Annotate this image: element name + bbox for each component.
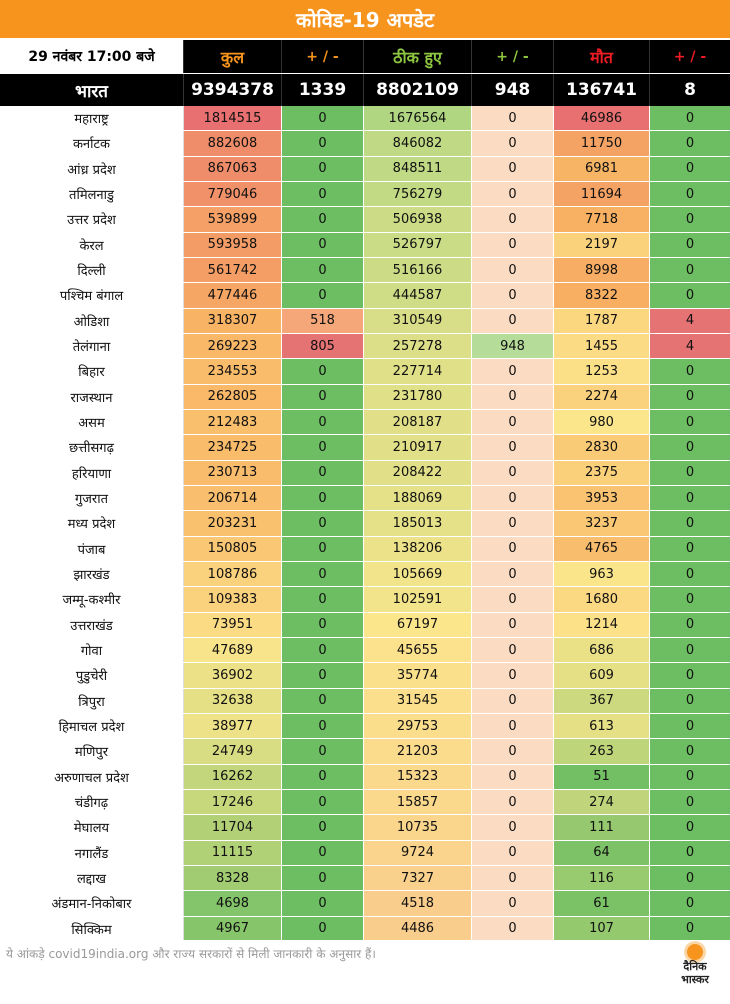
state-table-body	[0, 106, 730, 942]
state-delta-recovered: 0	[472, 486, 554, 510]
state-deaths: 2197	[554, 233, 650, 257]
state-delta-total: 0	[282, 714, 364, 738]
state-recovered: 185013	[364, 511, 472, 535]
footer	[0, 940, 730, 1004]
state-total: 36902	[184, 663, 282, 687]
state-name: अरुणाचल प्रदेश	[0, 765, 184, 789]
state-name: तमिलनाडु	[0, 182, 184, 206]
state-total: 4698	[184, 891, 282, 915]
state-total: 150805	[184, 537, 282, 561]
state-total: 882608	[184, 131, 282, 155]
state-delta-deaths: 0	[650, 663, 730, 687]
state-deaths: 64	[554, 841, 650, 865]
state-delta-total: 518	[282, 309, 364, 333]
state-recovered: 35774	[364, 663, 472, 687]
state-delta-recovered: 948	[472, 334, 554, 358]
state-delta-total: 0	[282, 106, 364, 130]
state-delta-deaths: 0	[650, 638, 730, 662]
state-delta-total: 0	[282, 410, 364, 434]
logo-line1: दैनिक	[683, 960, 707, 973]
state-delta-deaths: 0	[650, 917, 730, 941]
state-delta-recovered: 0	[472, 613, 554, 637]
state-total: 1814515	[184, 106, 282, 130]
state-recovered: 15857	[364, 790, 472, 814]
state-deaths: 963	[554, 562, 650, 586]
state-name: मणिपुर	[0, 739, 184, 763]
state-delta-deaths: 0	[650, 486, 730, 510]
header-delta-deaths: + / -	[673, 48, 707, 65]
state-deaths: 263	[554, 739, 650, 763]
state-name: आंध्र प्रदेश	[0, 157, 184, 181]
table-row	[0, 435, 730, 460]
state-name: अंडमान-निकोबार	[0, 891, 184, 915]
state-delta-total: 0	[282, 891, 364, 915]
page-title: कोविड-19 अपडेट	[295, 7, 435, 32]
state-total: 203231	[184, 511, 282, 535]
state-deaths: 2274	[554, 385, 650, 409]
state-delta-total: 0	[282, 131, 364, 155]
state-delta-deaths: 0	[650, 131, 730, 155]
state-deaths: 3953	[554, 486, 650, 510]
state-total: 867063	[184, 157, 282, 181]
state-delta-total: 0	[282, 157, 364, 181]
state-recovered: 208187	[364, 410, 472, 434]
state-delta-total: 0	[282, 613, 364, 637]
national-delta-total: 1339	[282, 74, 364, 106]
state-delta-deaths: 0	[650, 891, 730, 915]
table-row	[0, 739, 730, 764]
state-delta-deaths: 0	[650, 182, 730, 206]
state-recovered: 1676564	[364, 106, 472, 130]
state-name: नगालैंड	[0, 841, 184, 865]
state-recovered: 208422	[364, 461, 472, 485]
state-deaths: 1455	[554, 334, 650, 358]
state-deaths: 1214	[554, 613, 650, 637]
state-recovered: 67197	[364, 613, 472, 637]
state-recovered: 227714	[364, 359, 472, 383]
state-delta-total: 0	[282, 765, 364, 789]
table-row	[0, 258, 730, 283]
state-delta-deaths: 0	[650, 866, 730, 890]
state-delta-total: 0	[282, 841, 364, 865]
state-total: 73951	[184, 613, 282, 637]
state-delta-deaths: 0	[650, 841, 730, 865]
state-delta-recovered: 0	[472, 587, 554, 611]
state-delta-deaths: 4	[650, 334, 730, 358]
state-delta-recovered: 0	[472, 233, 554, 257]
state-total: 17246	[184, 790, 282, 814]
table-row	[0, 613, 730, 638]
state-name: त्रिपुरा	[0, 689, 184, 713]
state-recovered: 102591	[364, 587, 472, 611]
state-name: जम्मू-कश्मीर	[0, 587, 184, 611]
state-recovered: 105669	[364, 562, 472, 586]
state-delta-total: 0	[282, 587, 364, 611]
state-delta-recovered: 0	[472, 841, 554, 865]
table-row	[0, 663, 730, 688]
state-total: 318307	[184, 309, 282, 333]
sun-icon	[687, 944, 703, 960]
state-total: 779046	[184, 182, 282, 206]
state-deaths: 8322	[554, 283, 650, 307]
state-deaths: 274	[554, 790, 650, 814]
state-delta-recovered: 0	[472, 131, 554, 155]
national-total: 9394378	[184, 74, 282, 106]
state-total: 234553	[184, 359, 282, 383]
state-deaths: 980	[554, 410, 650, 434]
state-deaths: 8998	[554, 258, 650, 282]
state-delta-recovered: 0	[472, 258, 554, 282]
table-row	[0, 410, 730, 435]
state-name: बिहार	[0, 359, 184, 383]
state-recovered: 21203	[364, 739, 472, 763]
state-total: 11704	[184, 815, 282, 839]
state-delta-total: 0	[282, 663, 364, 687]
state-delta-recovered: 0	[472, 435, 554, 459]
table-row	[0, 511, 730, 536]
state-delta-total: 0	[282, 359, 364, 383]
table-row	[0, 537, 730, 562]
table-row	[0, 207, 730, 232]
table-row	[0, 131, 730, 156]
state-recovered: 31545	[364, 689, 472, 713]
state-deaths: 609	[554, 663, 650, 687]
state-delta-recovered: 0	[472, 663, 554, 687]
state-delta-total: 0	[282, 815, 364, 839]
state-name: महाराष्ट्र	[0, 106, 184, 130]
state-recovered: 310549	[364, 309, 472, 333]
state-total: 477446	[184, 283, 282, 307]
state-delta-recovered: 0	[472, 182, 554, 206]
state-name: पंजाब	[0, 537, 184, 561]
state-recovered: 210917	[364, 435, 472, 459]
state-recovered: 188069	[364, 486, 472, 510]
state-delta-deaths: 0	[650, 385, 730, 409]
table-row	[0, 917, 730, 942]
state-delta-deaths: 0	[650, 790, 730, 814]
state-name: तेलंगाना	[0, 334, 184, 358]
state-name: दिल्ली	[0, 258, 184, 282]
table-header	[0, 40, 730, 73]
state-deaths: 2375	[554, 461, 650, 485]
state-deaths: 367	[554, 689, 650, 713]
header-total: कुल	[184, 40, 282, 73]
state-recovered: 756279	[364, 182, 472, 206]
state-total: 11115	[184, 841, 282, 865]
state-delta-deaths: 0	[650, 157, 730, 181]
state-recovered: 526797	[364, 233, 472, 257]
state-name: गुजरात	[0, 486, 184, 510]
state-deaths: 111	[554, 815, 650, 839]
state-total: 32638	[184, 689, 282, 713]
state-name: ओडिशा	[0, 309, 184, 333]
state-recovered: 516166	[364, 258, 472, 282]
state-total: 4967	[184, 917, 282, 941]
state-delta-recovered: 0	[472, 461, 554, 485]
state-total: 269223	[184, 334, 282, 358]
table-row	[0, 334, 730, 359]
state-total: 8328	[184, 866, 282, 890]
state-delta-deaths: 0	[650, 537, 730, 561]
state-recovered: 138206	[364, 537, 472, 561]
state-name: राजस्थान	[0, 385, 184, 409]
header-recovered: ठीक हुए	[364, 40, 472, 73]
state-delta-recovered: 0	[472, 106, 554, 130]
state-delta-total: 0	[282, 486, 364, 510]
state-total: 38977	[184, 714, 282, 738]
state-delta-deaths: 0	[650, 587, 730, 611]
table-row	[0, 638, 730, 663]
table-row	[0, 106, 730, 131]
state-delta-total: 0	[282, 917, 364, 941]
state-recovered: 506938	[364, 207, 472, 231]
state-name: कर्नाटक	[0, 131, 184, 155]
state-name: सिक्किम	[0, 917, 184, 941]
state-deaths: 7718	[554, 207, 650, 231]
state-deaths: 1253	[554, 359, 650, 383]
state-recovered: 231780	[364, 385, 472, 409]
state-delta-deaths: 0	[650, 511, 730, 535]
state-delta-deaths: 0	[650, 739, 730, 763]
state-total: 561742	[184, 258, 282, 282]
state-delta-deaths: 0	[650, 435, 730, 459]
state-name: छत्तीसगढ़	[0, 435, 184, 459]
state-delta-total: 0	[282, 866, 364, 890]
state-recovered: 7327	[364, 866, 472, 890]
dainik-bhaskar-logo	[668, 944, 722, 1000]
logo-line2: भास्कर	[681, 973, 709, 986]
state-deaths: 1680	[554, 587, 650, 611]
table-row	[0, 587, 730, 612]
state-delta-deaths: 0	[650, 258, 730, 282]
state-delta-recovered: 0	[472, 689, 554, 713]
state-deaths: 2830	[554, 435, 650, 459]
national-delta-deaths: 8	[684, 80, 696, 100]
table-row	[0, 689, 730, 714]
state-total: 47689	[184, 638, 282, 662]
state-delta-recovered: 0	[472, 739, 554, 763]
state-total: 206714	[184, 486, 282, 510]
national-recovered: 8802109	[364, 74, 472, 106]
state-deaths: 46986	[554, 106, 650, 130]
table-row	[0, 385, 730, 410]
state-delta-recovered: 0	[472, 537, 554, 561]
state-delta-total: 0	[282, 790, 364, 814]
state-recovered: 257278	[364, 334, 472, 358]
state-total: 212483	[184, 410, 282, 434]
national-deaths: 136741	[554, 74, 650, 106]
state-total: 539899	[184, 207, 282, 231]
table-row	[0, 562, 730, 587]
table-row	[0, 815, 730, 840]
state-recovered: 9724	[364, 841, 472, 865]
state-deaths: 11694	[554, 182, 650, 206]
state-delta-deaths: 0	[650, 714, 730, 738]
table-row	[0, 765, 730, 790]
state-name: हिमाचल प्रदेश	[0, 714, 184, 738]
header-deaths: मौत	[554, 40, 650, 73]
state-delta-recovered: 0	[472, 714, 554, 738]
state-recovered: 444587	[364, 283, 472, 307]
state-name: हरियाणा	[0, 461, 184, 485]
state-delta-total: 0	[282, 385, 364, 409]
state-recovered: 15323	[364, 765, 472, 789]
state-recovered: 10735	[364, 815, 472, 839]
state-delta-recovered: 0	[472, 359, 554, 383]
table-row	[0, 714, 730, 739]
state-total: 16262	[184, 765, 282, 789]
table-row	[0, 359, 730, 384]
state-recovered: 848511	[364, 157, 472, 181]
state-delta-deaths: 0	[650, 106, 730, 130]
source-note: ये आंकड़े covid19india.org और राज्य सरकारों से मिली जानकारी के अनुसार हैं।	[6, 947, 376, 961]
state-delta-deaths: 0	[650, 410, 730, 434]
state-name: उत्तराखंड	[0, 613, 184, 637]
state-deaths: 4765	[554, 537, 650, 561]
state-delta-recovered: 0	[472, 410, 554, 434]
state-delta-deaths: 0	[650, 815, 730, 839]
state-delta-recovered: 0	[472, 157, 554, 181]
state-delta-total: 0	[282, 537, 364, 561]
table-row	[0, 309, 730, 334]
state-delta-total: 0	[282, 182, 364, 206]
state-name: केरल	[0, 233, 184, 257]
state-delta-recovered: 0	[472, 765, 554, 789]
state-name: मेघालय	[0, 815, 184, 839]
state-delta-recovered: 0	[472, 511, 554, 535]
state-delta-total: 0	[282, 638, 364, 662]
state-delta-deaths: 0	[650, 359, 730, 383]
header-date: 29 नवंबर 17:00 बजे	[0, 40, 184, 73]
state-deaths: 11750	[554, 131, 650, 155]
state-delta-recovered: 0	[472, 562, 554, 586]
table-row	[0, 486, 730, 511]
state-recovered: 45655	[364, 638, 472, 662]
state-recovered: 4518	[364, 891, 472, 915]
state-delta-total: 0	[282, 511, 364, 535]
state-delta-total: 0	[282, 461, 364, 485]
state-deaths: 61	[554, 891, 650, 915]
state-delta-deaths: 0	[650, 562, 730, 586]
state-name: उत्तर प्रदेश	[0, 207, 184, 231]
state-delta-deaths: 0	[650, 613, 730, 637]
national-delta-recovered: 948	[472, 74, 554, 106]
table-row	[0, 841, 730, 866]
table-row	[0, 182, 730, 207]
state-total: 262805	[184, 385, 282, 409]
state-delta-deaths: 0	[650, 461, 730, 485]
state-deaths: 613	[554, 714, 650, 738]
state-delta-deaths: 0	[650, 765, 730, 789]
state-deaths: 107	[554, 917, 650, 941]
state-name: गोवा	[0, 638, 184, 662]
state-delta-total: 0	[282, 689, 364, 713]
national-name: भारत	[0, 74, 184, 106]
state-delta-total: 0	[282, 562, 364, 586]
state-delta-recovered: 0	[472, 866, 554, 890]
state-deaths: 116	[554, 866, 650, 890]
header-delta-recovered: + / -	[472, 40, 554, 73]
state-delta-recovered: 0	[472, 638, 554, 662]
table-row	[0, 461, 730, 486]
state-total: 109383	[184, 587, 282, 611]
header-delta-total: + / -	[282, 40, 364, 73]
state-total: 593958	[184, 233, 282, 257]
state-delta-recovered: 0	[472, 309, 554, 333]
state-delta-deaths: 0	[650, 283, 730, 307]
state-recovered: 846082	[364, 131, 472, 155]
table-row	[0, 283, 730, 308]
state-total: 230713	[184, 461, 282, 485]
state-delta-total: 0	[282, 258, 364, 282]
table-row	[0, 157, 730, 182]
state-delta-recovered: 0	[472, 283, 554, 307]
state-recovered: 29753	[364, 714, 472, 738]
table-row	[0, 790, 730, 815]
national-total-row	[0, 74, 730, 106]
state-delta-total: 0	[282, 739, 364, 763]
state-total: 24749	[184, 739, 282, 763]
table-row	[0, 866, 730, 891]
state-delta-total: 0	[282, 283, 364, 307]
state-delta-deaths: 0	[650, 233, 730, 257]
table-row	[0, 233, 730, 258]
state-name: लद्दाख	[0, 866, 184, 890]
state-delta-deaths: 0	[650, 207, 730, 231]
state-deaths: 3237	[554, 511, 650, 535]
table-row	[0, 891, 730, 916]
state-name: चंडीगढ़	[0, 790, 184, 814]
state-delta-recovered: 0	[472, 917, 554, 941]
state-name: पुडुचेरी	[0, 663, 184, 687]
state-deaths: 51	[554, 765, 650, 789]
state-delta-deaths: 4	[650, 309, 730, 333]
state-delta-recovered: 0	[472, 891, 554, 915]
state-name: झारखंड	[0, 562, 184, 586]
state-name: असम	[0, 410, 184, 434]
state-total: 234725	[184, 435, 282, 459]
title-bar	[0, 0, 730, 38]
state-delta-total: 0	[282, 435, 364, 459]
state-name: पश्चिम बंगाल	[0, 283, 184, 307]
state-delta-recovered: 0	[472, 790, 554, 814]
state-deaths: 686	[554, 638, 650, 662]
state-delta-total: 805	[282, 334, 364, 358]
state-delta-recovered: 0	[472, 385, 554, 409]
state-deaths: 6981	[554, 157, 650, 181]
state-name: मध्य प्रदेश	[0, 511, 184, 535]
state-delta-total: 0	[282, 207, 364, 231]
state-deaths: 1787	[554, 309, 650, 333]
state-delta-recovered: 0	[472, 815, 554, 839]
state-delta-recovered: 0	[472, 207, 554, 231]
state-delta-deaths: 0	[650, 689, 730, 713]
state-total: 108786	[184, 562, 282, 586]
state-delta-total: 0	[282, 233, 364, 257]
state-recovered: 4486	[364, 917, 472, 941]
